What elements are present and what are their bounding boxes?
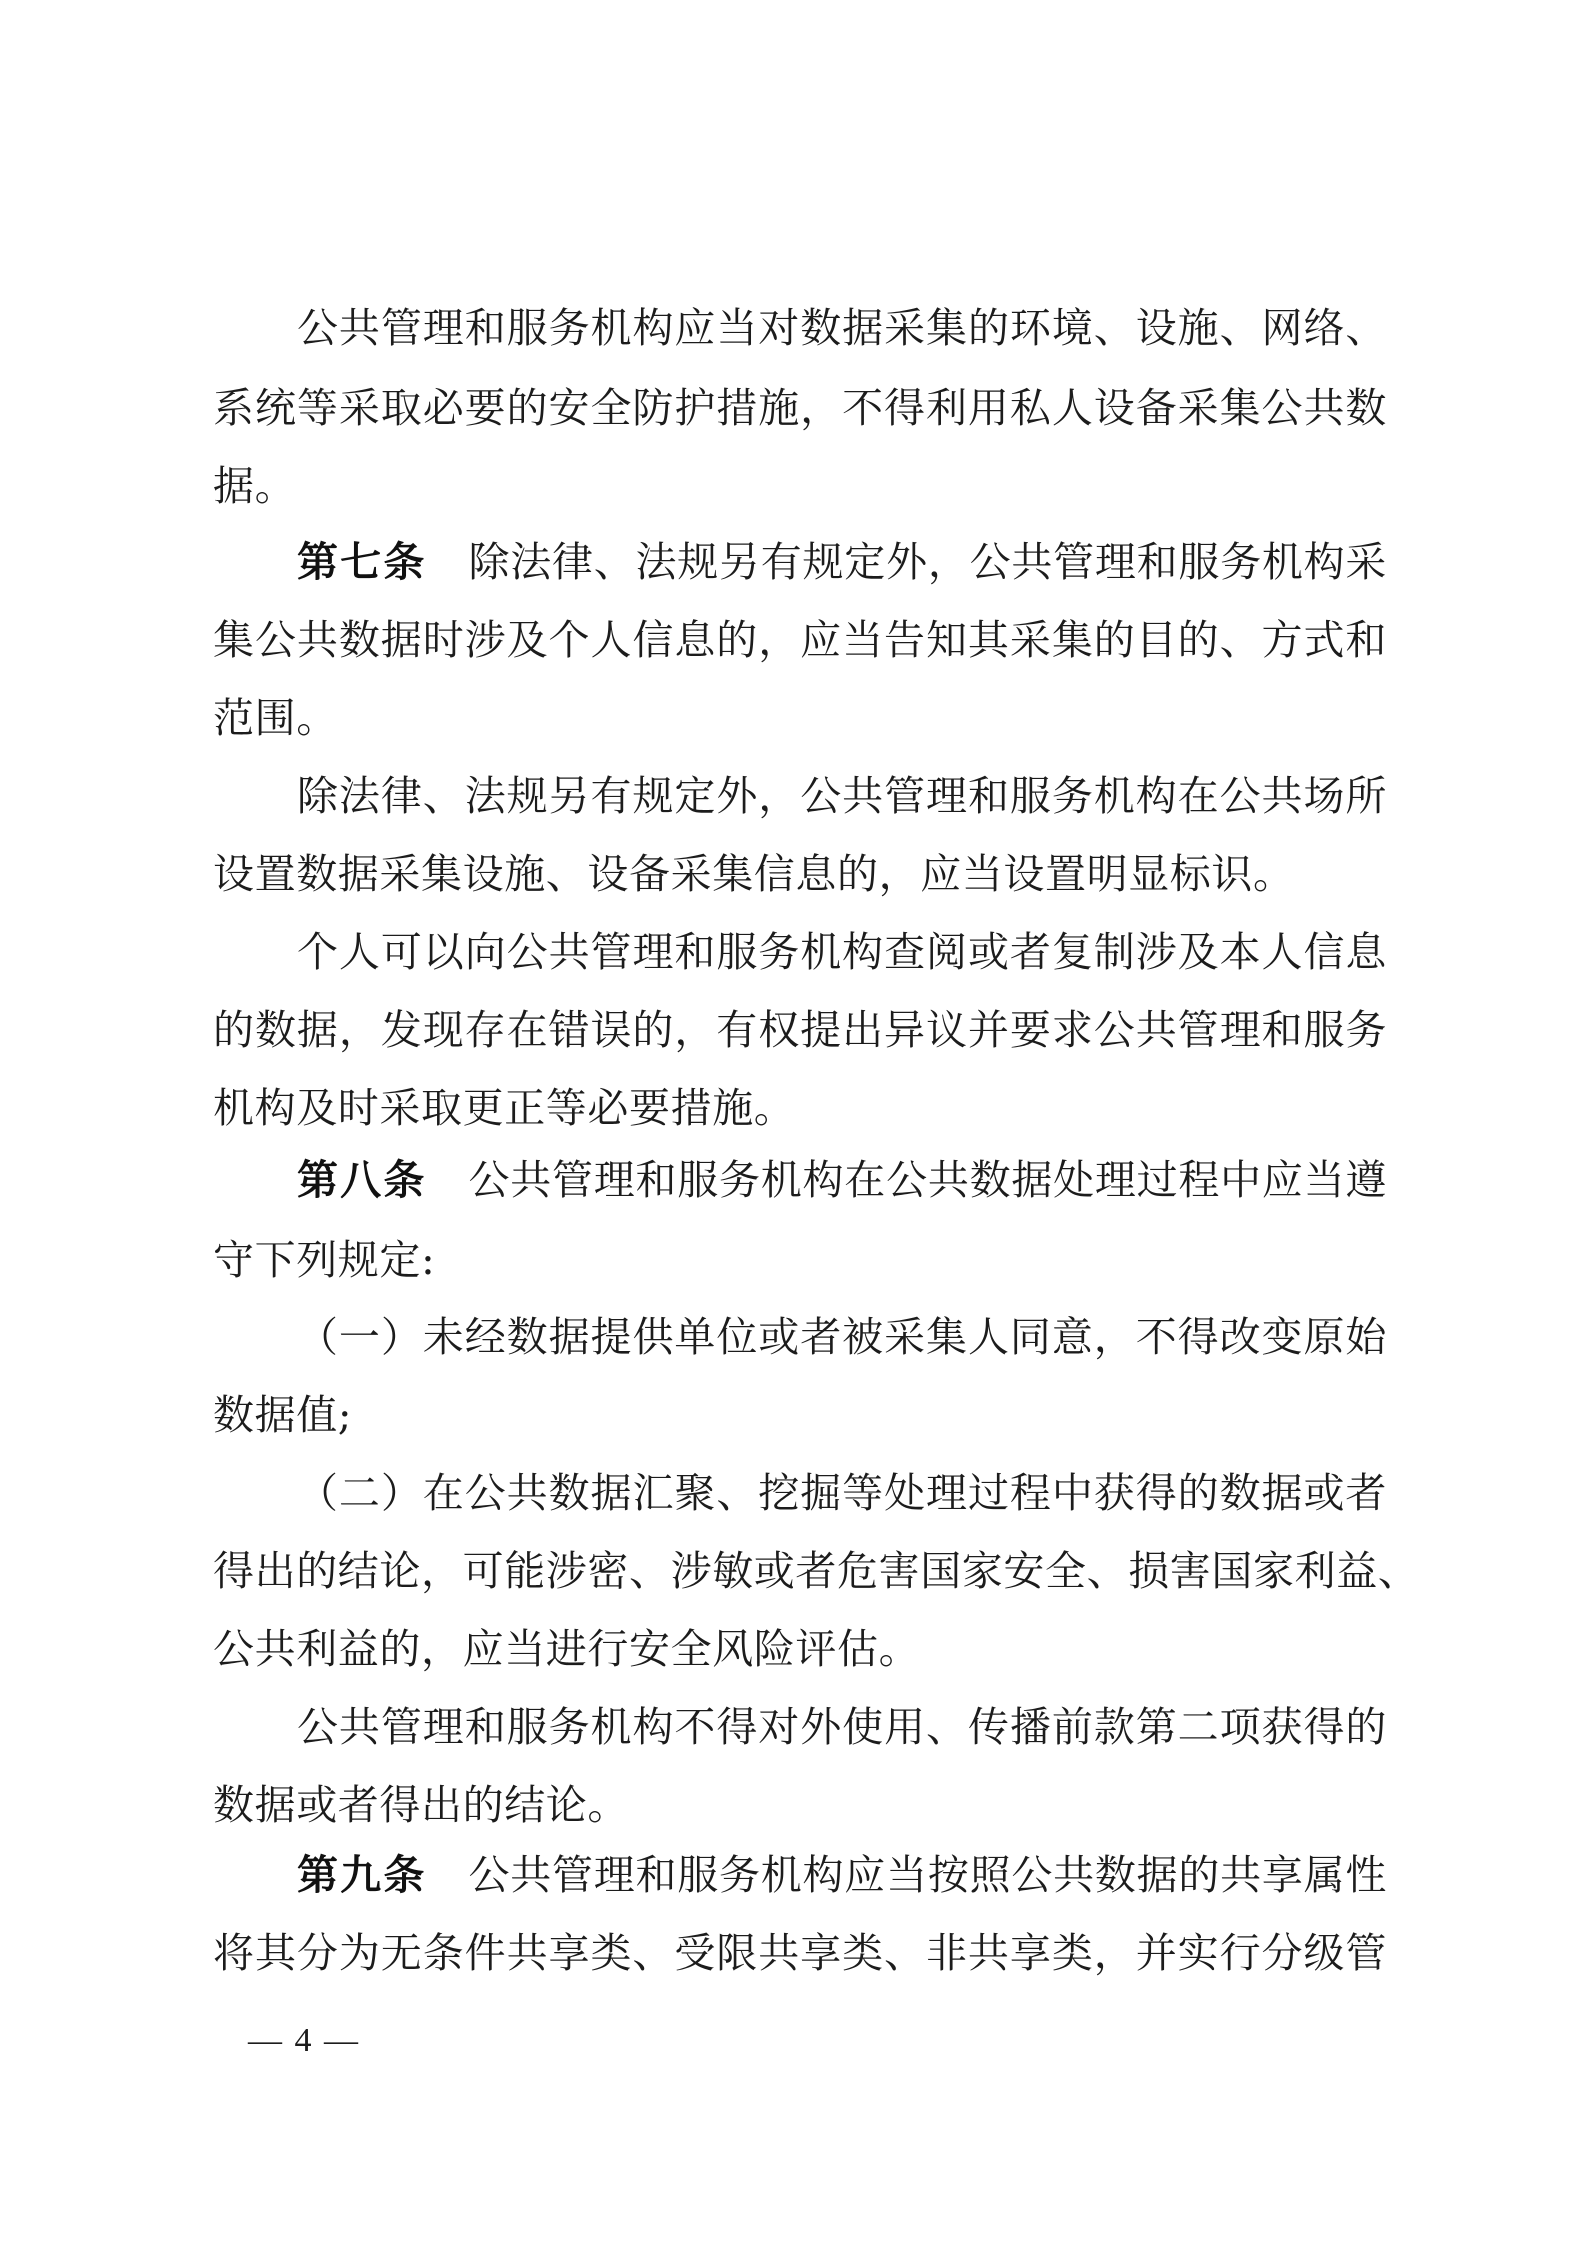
line-text: 公共管理和服务机构不得对外使用、传播前款第二项获得的	[297, 1703, 1387, 1751]
line-text: 公共管理和服务机构应当对数据采集的环境、设施、网络、	[297, 304, 1387, 352]
line-text: 除法律、法规另有规定外，公共管理和服务机构采	[468, 538, 1388, 586]
line-text: 的数据，发现存在错误的，有权提出异议并要求公共管理和服务	[213, 1006, 1387, 1054]
body-text-line	[213, 690, 1387, 746]
line-text: 将其分为无条件共享类、受限共享类、非共享类，并实行分级管	[213, 1929, 1387, 1977]
body-text-line	[213, 1925, 1387, 1981]
line-text: 数据值;	[213, 1391, 353, 1439]
line-text: 公共管理和服务机构在公共数据处理过程中应当遵	[468, 1156, 1388, 1204]
body-text-line	[297, 924, 1387, 980]
line-text: 设置数据采集设施、设备采集信息的，应当设置明显标识。	[213, 850, 1295, 898]
article-label: 第七条	[297, 538, 427, 586]
body-text-line	[213, 1080, 1387, 1136]
body-text-line	[297, 300, 1387, 356]
line-text: 集公共数据时涉及个人信息的，应当告知其采集的目的、方式和	[213, 616, 1387, 664]
body-text-line	[213, 1621, 1387, 1677]
body-text-line	[213, 612, 1387, 668]
line-text: 得出的结论，可能涉密、涉敏或者危害国家安全、损害国家利益、	[213, 1547, 1420, 1595]
body-text-line	[297, 1699, 1387, 1755]
article-heading-line	[297, 1152, 1387, 1208]
line-text: 个人可以向公共管理和服务机构查阅或者复制涉及本人信息	[297, 928, 1387, 976]
page-number: — 4 —	[248, 2022, 360, 2059]
article-label: 第九条	[297, 1851, 427, 1899]
body-text-line	[213, 1543, 1420, 1599]
line-text: 守下列规定:	[213, 1236, 436, 1284]
body-text-line	[213, 1387, 1387, 1443]
line-text: （二）在公共数据汇聚、挖掘等处理过程中获得的数据或者	[297, 1469, 1387, 1517]
body-text-line	[213, 1777, 1387, 1833]
line-text: 据。	[213, 462, 297, 510]
line-text: 除法律、法规另有规定外，公共管理和服务机构在公共场所	[297, 772, 1387, 820]
body-text-line	[297, 1465, 1387, 1521]
body-text-line	[213, 846, 1387, 902]
body-text-line	[297, 768, 1387, 824]
line-text: 机构及时采取更正等必要措施。	[213, 1084, 796, 1132]
body-text-line	[213, 1232, 1387, 1288]
line-text: 范围。	[213, 694, 338, 742]
line-text: 系统等采取必要的安全防护措施，不得利用私人设备采集公共数	[213, 384, 1387, 432]
line-text: 公共管理和服务机构应当按照公共数据的共享属性	[468, 1851, 1388, 1899]
article-label: 第八条	[297, 1156, 427, 1204]
article-heading-line	[297, 1847, 1387, 1903]
body-text-line	[213, 1002, 1387, 1058]
line-text: （一）未经数据提供单位或者被采集人同意，不得改变原始	[297, 1313, 1387, 1361]
article-heading-line	[297, 534, 1387, 590]
body-text-line	[213, 458, 1387, 514]
line-text: 数据或者得出的结论。	[213, 1781, 629, 1829]
line-text: 公共利益的，应当进行安全风险评估。	[213, 1625, 921, 1673]
body-text-line	[213, 380, 1387, 436]
body-text-line	[297, 1309, 1387, 1365]
